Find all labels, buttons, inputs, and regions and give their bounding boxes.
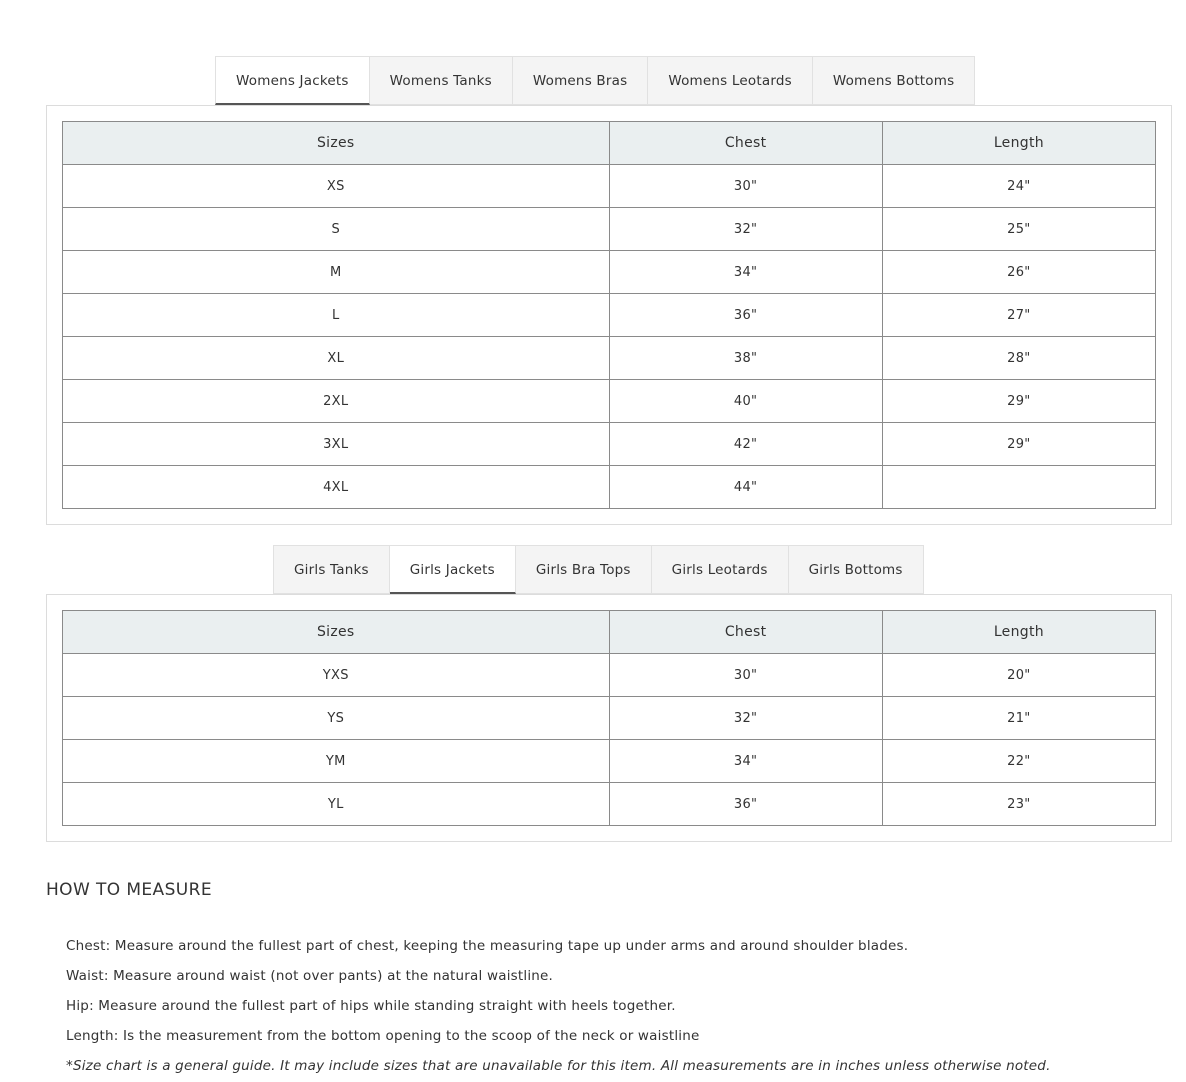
size-cell: 4XL (63, 466, 610, 509)
chest-header: Chest (609, 122, 882, 165)
length-cell: 21" (882, 697, 1155, 740)
how-to-measure-heading: HOW TO MEASURE (46, 880, 212, 900)
tab-girls-bra-tops[interactable]: Girls Bra Tops (516, 545, 652, 594)
table-row (63, 697, 1156, 740)
chest-cell: 32" (609, 697, 882, 740)
size-cell: YS (63, 697, 610, 740)
length-header: Length (882, 122, 1155, 165)
tab-girls-tanks[interactable]: Girls Tanks (273, 545, 390, 594)
size-cell: S (63, 208, 610, 251)
size-chart-note: *Size chart is a general guide. It may include sizes that are unavailable for this item. All measurements are in inches unless otherwise noted. (66, 1058, 1051, 1074)
tab-womens-tanks[interactable]: Womens Tanks (370, 56, 513, 105)
length-cell (882, 466, 1155, 509)
length-header: Length (882, 611, 1155, 654)
table-row (63, 380, 1156, 423)
girls-tab-bar (273, 545, 924, 594)
length-cell: 29" (882, 423, 1155, 466)
chest-cell: 36" (609, 783, 882, 826)
chest-cell: 42" (609, 423, 882, 466)
table-header-row (63, 122, 1156, 165)
table-row (63, 251, 1156, 294)
length-cell: 23" (882, 783, 1155, 826)
chest-cell: 36" (609, 294, 882, 337)
measure-chest-text: Chest: Measure around the fullest part of chest, keeping the measuring tape up under arms and around shoulder blades. (66, 938, 909, 954)
tab-womens-bras[interactable]: Womens Bras (513, 56, 648, 105)
chest-cell: 34" (609, 251, 882, 294)
measure-length-text: Length: Is the measurement from the bottom opening to the scoop of the neck or waistline (66, 1028, 700, 1044)
size-cell: L (63, 294, 610, 337)
length-cell: 20" (882, 654, 1155, 697)
sizes-header: Sizes (63, 611, 610, 654)
size-cell: YL (63, 783, 610, 826)
tab-girls-leotards[interactable]: Girls Leotards (652, 545, 789, 594)
table-row (63, 466, 1156, 509)
chest-cell: 40" (609, 380, 882, 423)
length-cell: 26" (882, 251, 1155, 294)
chest-header: Chest (609, 611, 882, 654)
size-cell: 3XL (63, 423, 610, 466)
tab-womens-jackets[interactable]: Womens Jackets (215, 56, 370, 105)
length-cell: 22" (882, 740, 1155, 783)
chest-cell: 32" (609, 208, 882, 251)
chest-cell: 44" (609, 466, 882, 509)
length-cell: 24" (882, 165, 1155, 208)
size-cell: XL (63, 337, 610, 380)
table-row (63, 165, 1156, 208)
length-cell: 28" (882, 337, 1155, 380)
girls-size-table (62, 610, 1156, 826)
tab-girls-jackets[interactable]: Girls Jackets (390, 545, 516, 594)
tab-womens-bottoms[interactable]: Womens Bottoms (813, 56, 976, 105)
tab-girls-bottoms[interactable]: Girls Bottoms (789, 545, 924, 594)
womens-size-table (62, 121, 1156, 509)
measure-waist-text: Waist: Measure around waist (not over pants) at the natural waistline. (66, 968, 554, 984)
chest-cell: 30" (609, 654, 882, 697)
table-row (63, 208, 1156, 251)
length-cell: 27" (882, 294, 1155, 337)
table-row (63, 294, 1156, 337)
chest-cell: 38" (609, 337, 882, 380)
length-cell: 25" (882, 208, 1155, 251)
size-cell: XS (63, 165, 610, 208)
womens-size-chart-panel (46, 105, 1172, 525)
tab-womens-leotards[interactable]: Womens Leotards (648, 56, 813, 105)
chest-cell: 30" (609, 165, 882, 208)
table-row (63, 654, 1156, 697)
length-cell: 29" (882, 380, 1155, 423)
table-row (63, 423, 1156, 466)
size-cell: YM (63, 740, 610, 783)
measure-hip-text: Hip: Measure around the fullest part of hips while standing straight with heels together. (66, 998, 676, 1014)
how-to-measure-list (66, 931, 1176, 1081)
table-header-row (63, 611, 1156, 654)
table-row (63, 740, 1156, 783)
size-cell: M (63, 251, 610, 294)
table-row (63, 783, 1156, 826)
sizes-header: Sizes (63, 122, 610, 165)
womens-tab-bar (215, 56, 975, 105)
chest-cell: 34" (609, 740, 882, 783)
size-cell: 2XL (63, 380, 610, 423)
girls-size-chart-panel (46, 594, 1172, 842)
table-row (63, 337, 1156, 380)
size-cell: YXS (63, 654, 610, 697)
